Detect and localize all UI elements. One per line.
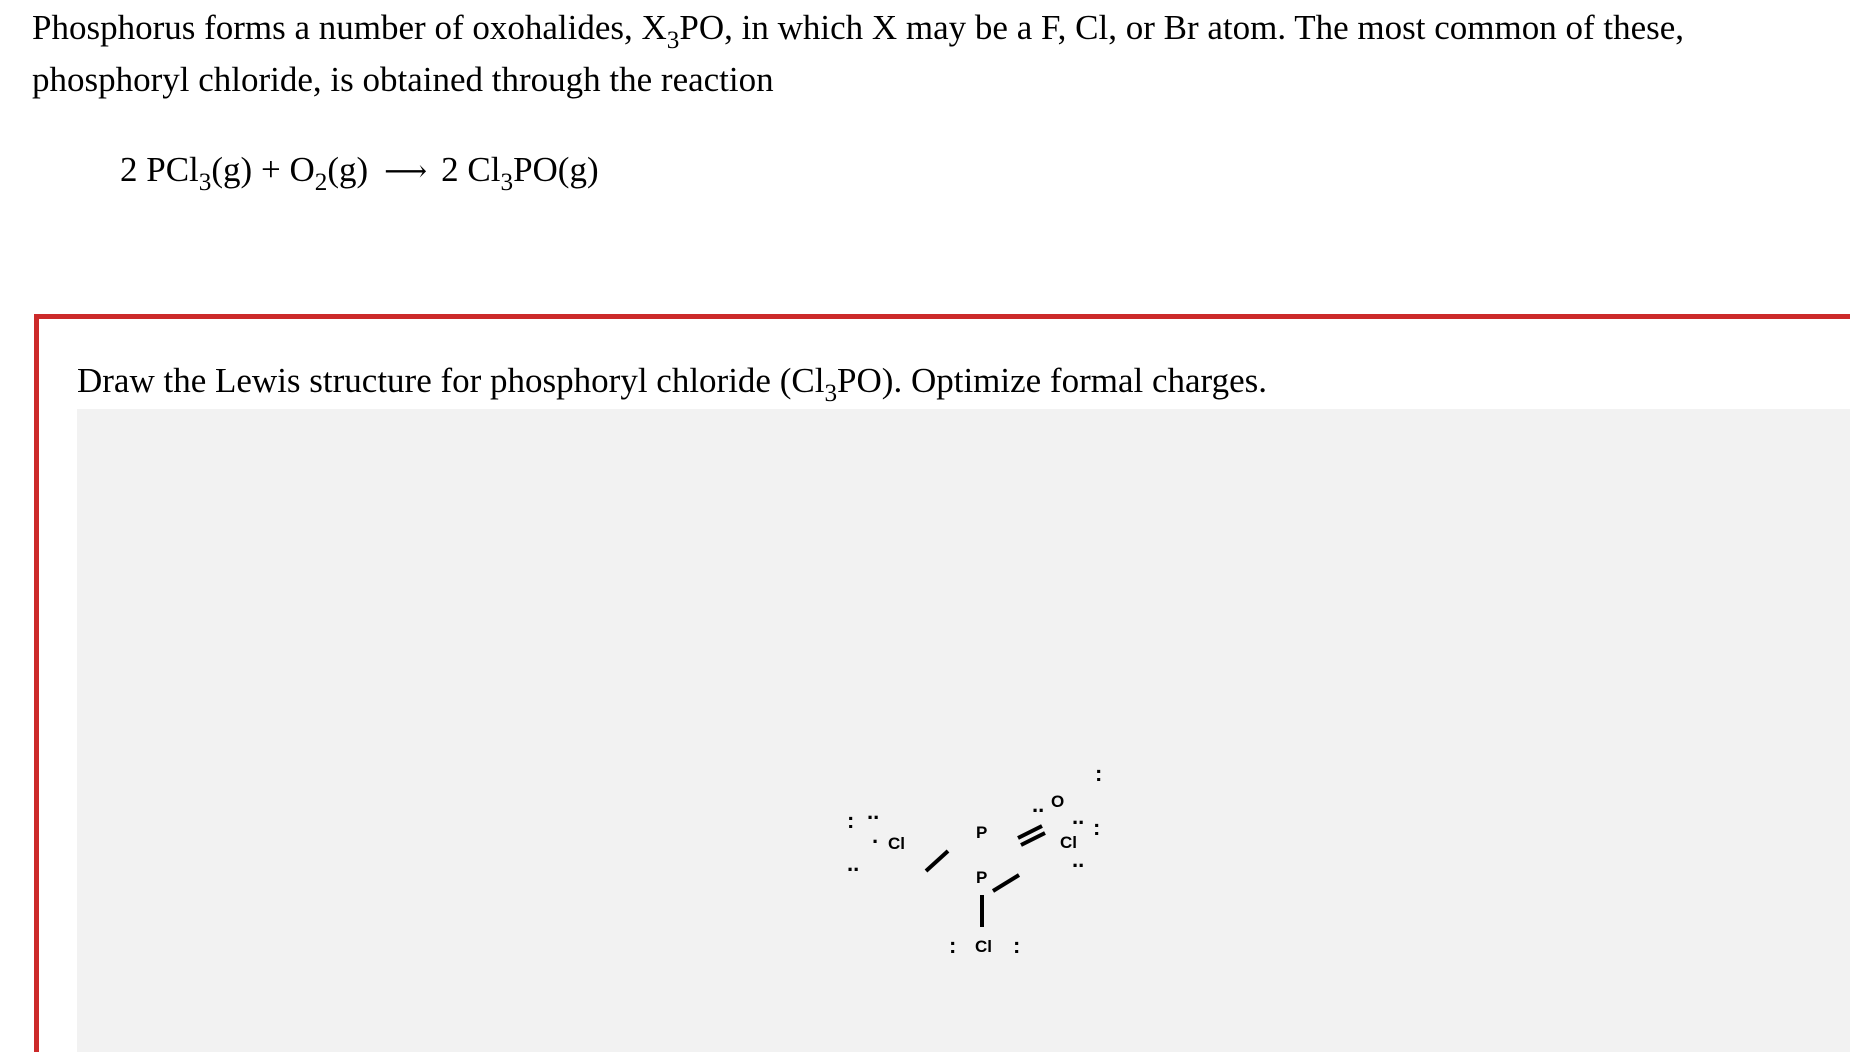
intro-text-1: Phosphorus forms a number of oxohalides, X (32, 8, 667, 47)
lone-pair-cl-right-bottom: .. (1072, 847, 1085, 872)
lone-pair-cl-left-lower: .. (847, 851, 860, 876)
question-panel (34, 314, 1850, 1052)
question-prompt (77, 359, 1267, 407)
reactant-o2-subscript: 2 (314, 168, 328, 196)
intro-text-2: PO, in which X may be a F, Cl, or Br atom. The most common of these, phosphoryl chloride, is obtained through the reaction (32, 8, 1685, 99)
lone-pair-cl-bottom-right: : (1013, 933, 1021, 958)
lone-pair-o-left: .. (1032, 792, 1045, 817)
lone-pair-cl-right-side: : (1093, 815, 1101, 840)
atom-p-top[interactable]: P (976, 823, 988, 842)
reactant-o2: (g) + O (211, 150, 315, 189)
problem-intro (32, 2, 1832, 106)
lone-pair-cl-left-upper: : (847, 808, 855, 833)
question-text-2: PO). Optimize formal charges. (837, 361, 1267, 400)
product-cl3po: 2 Cl (441, 150, 501, 189)
question-text-1: Draw the Lewis structure for phosphoryl chloride (Cl (77, 361, 825, 400)
lone-pair-cl-right-top: .. (1072, 804, 1085, 829)
reaction-equation (120, 144, 599, 198)
atom-cl-right[interactable]: Cl (1060, 833, 1077, 852)
atom-p-center[interactable]: P (976, 868, 988, 887)
lone-pair-cl-left-top: .. (867, 799, 880, 824)
reactant-pcl3-subscript: 3 (198, 168, 212, 196)
lone-pair-o-right: : (1095, 761, 1103, 786)
bond-cl-left-p[interactable] (926, 851, 948, 871)
product-formula: PO(g) (513, 150, 599, 189)
reactant-o2-state: (g) (327, 150, 369, 189)
atom-o[interactable]: O (1051, 792, 1065, 811)
lewis-structure-drawing[interactable] (77, 409, 1850, 1052)
reaction-arrow-icon: ⟶ (384, 154, 428, 189)
atom-cl-left[interactable]: Cl (888, 834, 905, 853)
question-subscript: 3 (824, 379, 838, 407)
product-subscript: 3 (500, 168, 514, 196)
bond-p-cl-right[interactable] (993, 875, 1019, 891)
atom-cl-bottom[interactable]: Cl (975, 937, 992, 956)
lone-pair-cl-left-side: · (872, 829, 880, 854)
lewis-drawing-canvas[interactable] (77, 409, 1850, 1052)
reactant-pcl3: 2 PCl (120, 150, 199, 189)
lone-pair-cl-bottom-left: : (949, 933, 957, 958)
intro-subscript: 3 (666, 26, 680, 54)
